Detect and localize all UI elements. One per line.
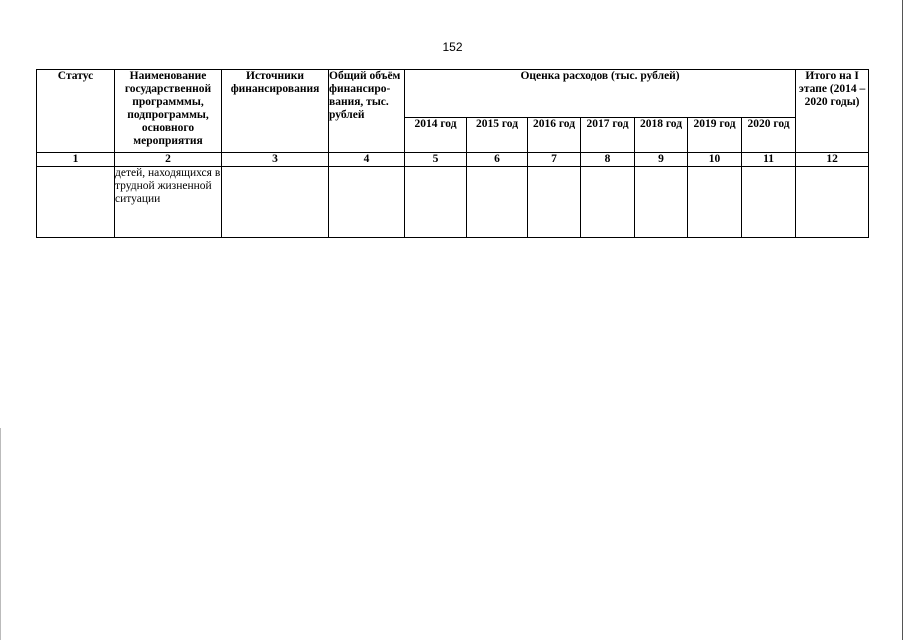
header-total: Общий объём финансиро-вания, тыс. рублей [329, 70, 405, 153]
column-number: 12 [796, 153, 869, 167]
value-cell [742, 167, 796, 238]
column-number: 3 [222, 153, 329, 167]
scan-edge-left [0, 428, 1, 640]
column-number: 5 [405, 153, 467, 167]
name-cell: детей, находящихся в трудной жизненной ситуации [115, 167, 222, 238]
status-cell [37, 167, 115, 238]
column-number: 6 [467, 153, 528, 167]
header-year: 2016 год [528, 118, 581, 153]
header-result: Итого на I этапе (2014 – 2020 годы) [796, 70, 869, 153]
sources-cell [222, 167, 329, 238]
page-number: 152 [442, 40, 463, 54]
scan-edge-right [902, 0, 903, 640]
value-cell [635, 167, 688, 238]
result-cell [796, 167, 869, 238]
column-number: 9 [635, 153, 688, 167]
table-row [37, 167, 869, 238]
value-cell [528, 167, 581, 238]
header-estimate: Оценка расходов (тыс. рублей) [405, 70, 796, 118]
header-year: 2019 год [688, 118, 742, 153]
header-year: 2014 год [405, 118, 467, 153]
header-year: 2018 год [635, 118, 688, 153]
value-cell [405, 167, 467, 238]
header-name: Наименование государственной программмы, подпрограммы, основного мероприятия [115, 70, 222, 153]
column-number: 2 [115, 153, 222, 167]
header-sources: Источники финансирования [222, 70, 329, 153]
header-year: 2015 год [467, 118, 528, 153]
column-number: 4 [329, 153, 405, 167]
expenses-table [36, 69, 869, 238]
header-row-top [37, 70, 869, 118]
value-cell [467, 167, 528, 238]
column-number: 10 [688, 153, 742, 167]
header-year: 2017 год [581, 118, 635, 153]
value-cell [581, 167, 635, 238]
column-number: 1 [37, 153, 115, 167]
header-year: 2020 год [742, 118, 796, 153]
numbering-row [37, 153, 869, 167]
column-number: 7 [528, 153, 581, 167]
column-number: 11 [742, 153, 796, 167]
value-cell [688, 167, 742, 238]
header-status: Статус [37, 70, 115, 153]
total-cell [329, 167, 405, 238]
column-number: 8 [581, 153, 635, 167]
